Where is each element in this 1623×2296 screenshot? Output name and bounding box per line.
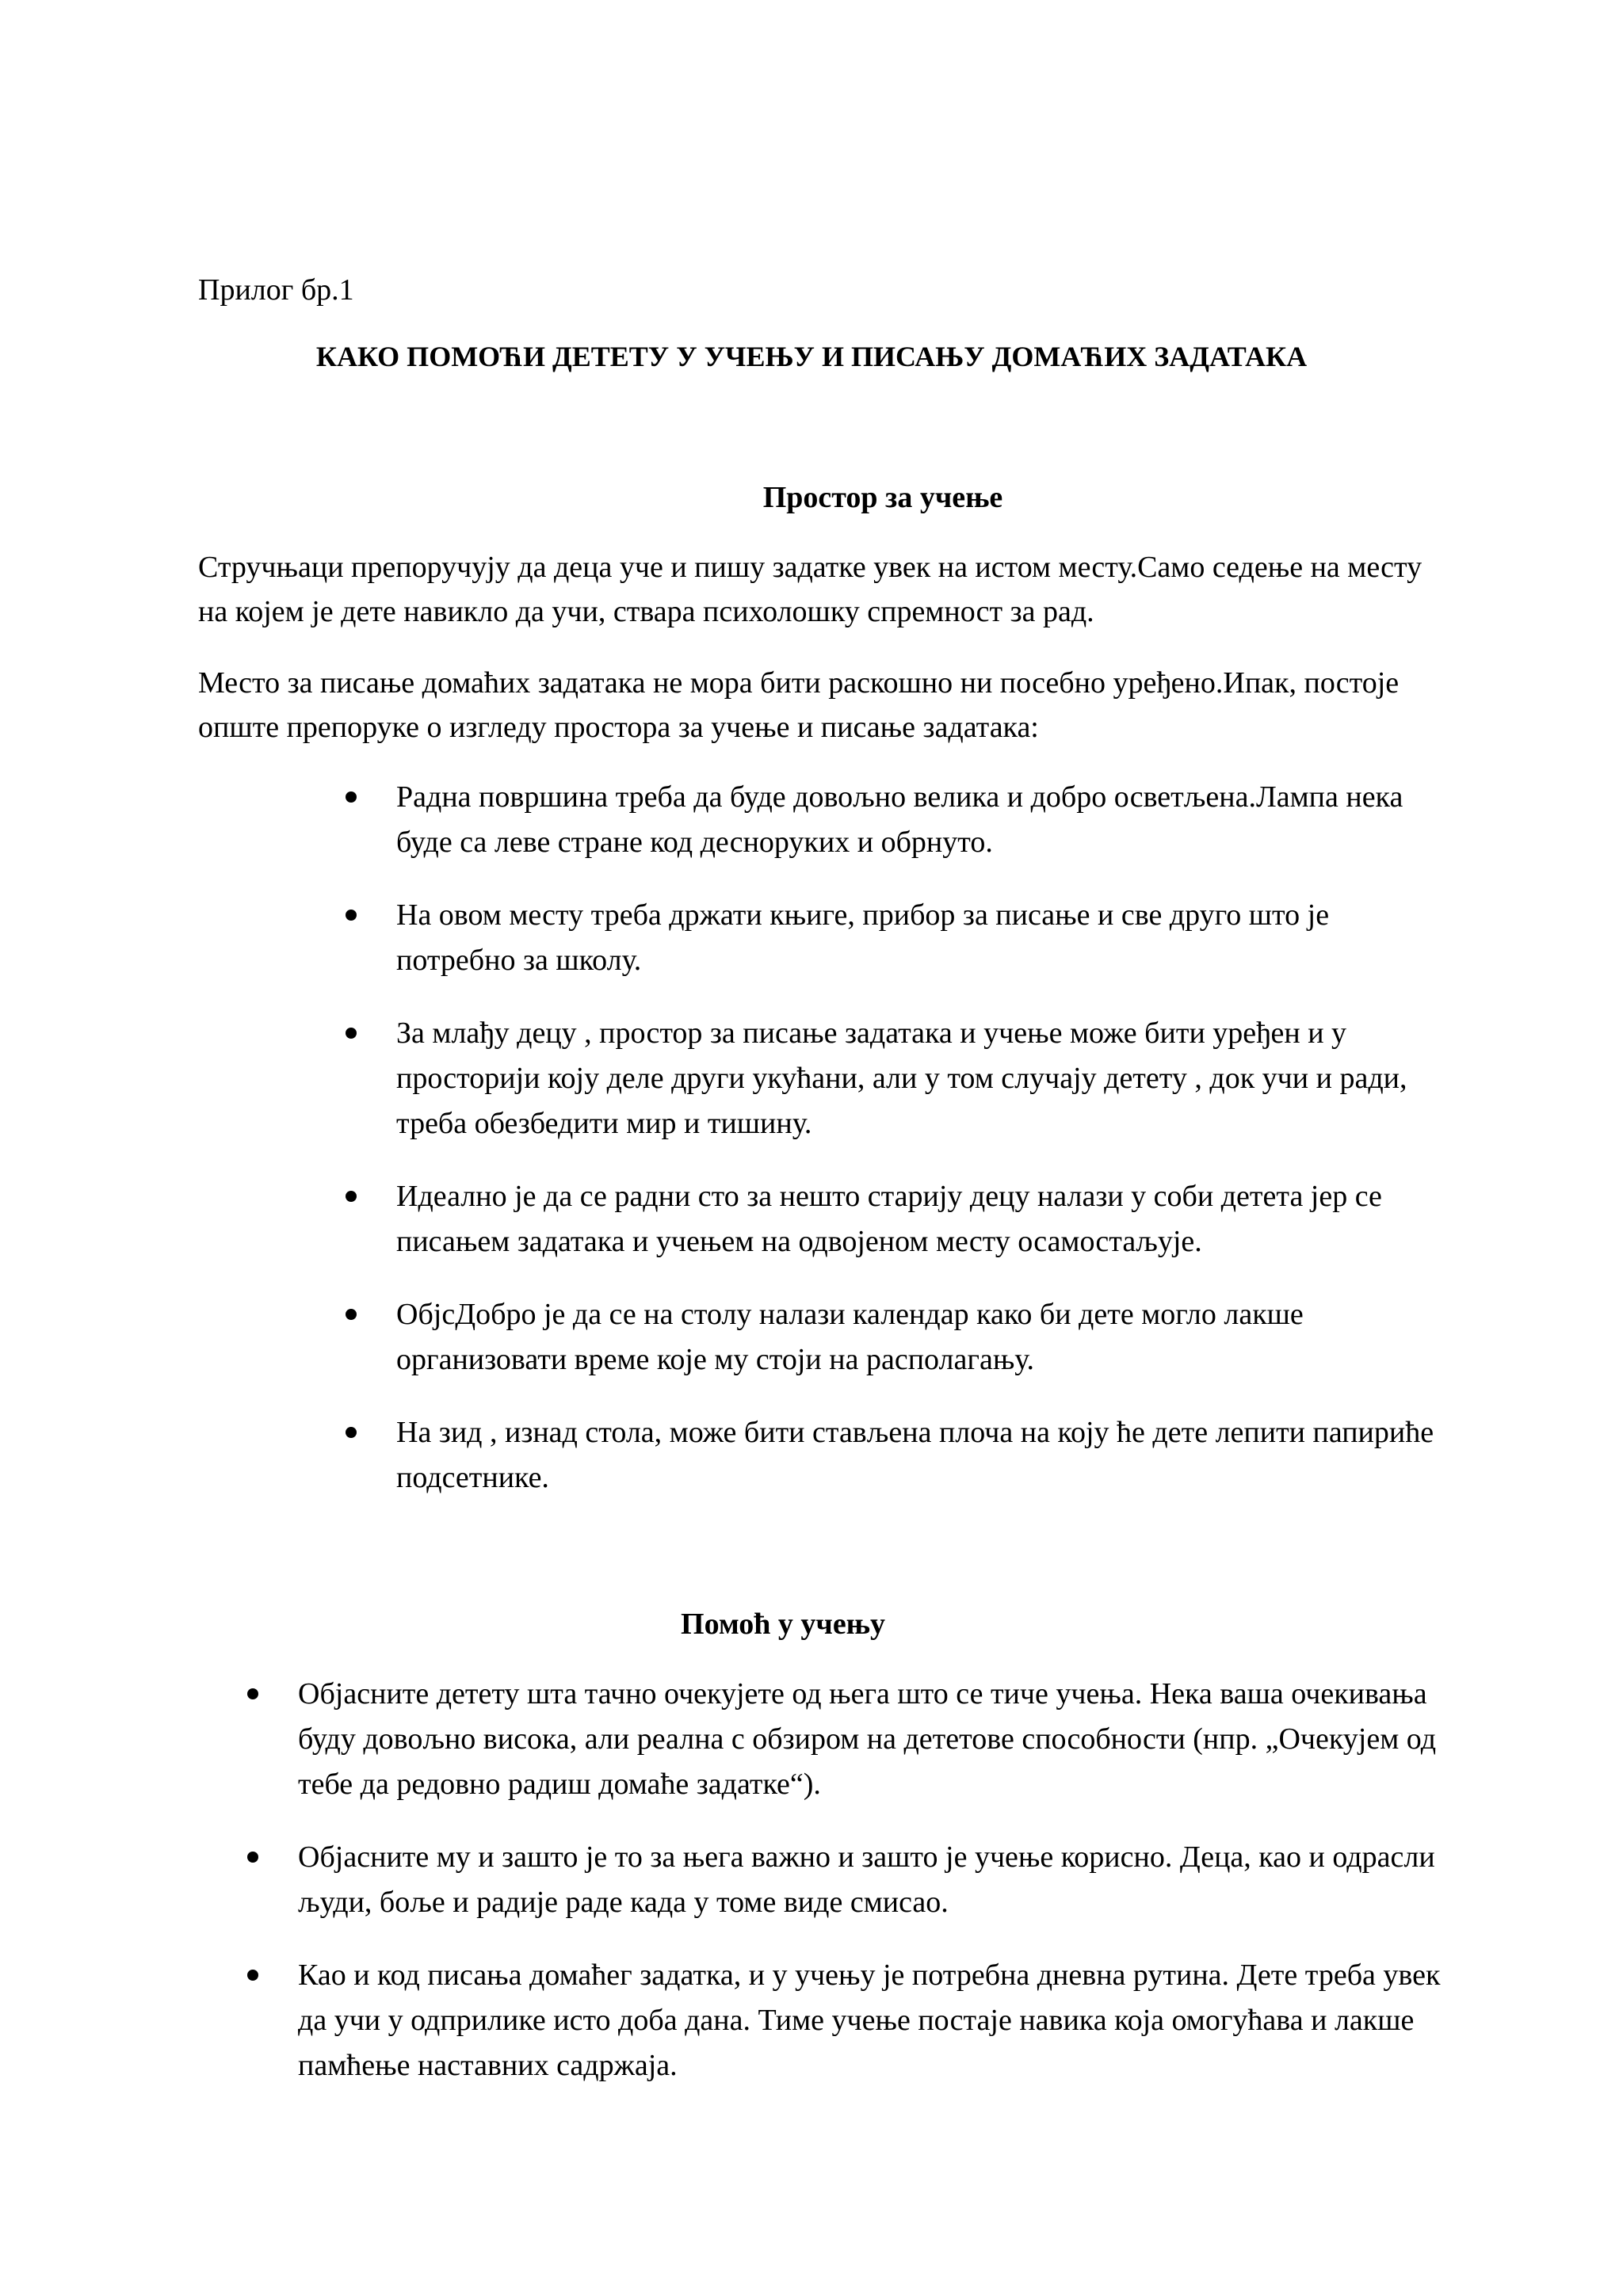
list-item (341, 775, 1450, 865)
section-heading-learning-help: Помоћ у учењу (681, 1608, 885, 1641)
bullet-icon (247, 1688, 258, 1699)
document-title: КАКО ПОМОЋИ ДЕТЕТУ У УЧЕЊУ И ПИСАЊУ ДОМАЋИХ ЗАДАТАКА (315, 341, 1308, 372)
list-item-text: На зид , изнад стола, може бити стављена плоча на коју ће дете лепити папириће подсетнике. (396, 1416, 1434, 1494)
bullet-icon (346, 1191, 357, 1202)
list-item (341, 1011, 1450, 1146)
bullet-icon (346, 1309, 357, 1320)
bullet-icon (247, 1852, 258, 1863)
list-item (242, 1835, 1450, 1925)
paragraph: Стручњаци препоручују да деца уче и пишу задатке увек на истом месту.Само седење на месту на којем је дете навикло да учи, ствара психолошку спремност за рад. (198, 551, 1423, 628)
section-heading-study-space: Простор за учење (762, 481, 1003, 514)
paragraph: Место за писање домаћих задатака не мора бити раскошно ни посебно уређено.Ипак, постоје опште препоруке о изгледу простора за учење и писање задатака: (198, 666, 1400, 744)
list-item (341, 1174, 1450, 1264)
bullet-icon (346, 1028, 357, 1039)
list-item-text: За млађу децу , простор за писање задатака и учење може бити уређен и у просторији коју деле други укућани, али у том случају детету , док учи и ради, треба обезбедити мир и тишину. (396, 1016, 1407, 1140)
bullet-icon (346, 1427, 357, 1438)
list-item-text: Као и код писања домаћег задатка, и у учењу је потребна дневна рутина. Дете треба увек да учи у одприлике исто доба дана. Тиме учење постаје навика која омогућава и лакше памћење наставних садржаја. (298, 1958, 1441, 2082)
list-item (341, 1292, 1450, 1383)
list-item-text: Објасните детету шта тачно очекујете од њега што се тиче учења. Нека ваша очекивања буду довољно висока, али реална с обзиром на дететове способности (нпр. „Очекујем од тебе да редовно радиш домаће задатке“). (298, 1677, 1437, 1801)
list-item-text: Идеално је да се радни сто за нешто старију децу налази у соби детета јер се писањем задатака и учењем на одвојеном месту осамостаљује. (396, 1180, 1382, 1258)
bullet-icon (346, 910, 357, 921)
annex-label: Прилог бр.1 (198, 273, 354, 307)
list-item-text: На овом месту треба држати књиге, прибор за писање и све друго што је потребно за школу. (396, 898, 1330, 977)
list-item (341, 1410, 1450, 1501)
bullet-icon (247, 1970, 258, 1981)
list-item-text: Радна површина треба да буде довољно велика и добро осветљена.Лампа нека буде са леве стране код десноруких и обрнуто. (396, 780, 1403, 859)
list-item (341, 893, 1450, 983)
list-item (242, 1672, 1450, 1807)
bullet-icon (346, 791, 357, 803)
list-item (242, 1953, 1450, 2088)
list-item-text: ОбјсДобро је да се на столу налази календар како би дете могло лакше организовати време које му стоји на располагању. (396, 1298, 1304, 1376)
list-item-text: Објасните му и зашто је то за њега важно и зашто је учење корисно. Деца, као и одрасли људи, боље и радије раде када у томе виде смисао. (298, 1840, 1435, 1919)
study-space-list (341, 775, 1450, 1528)
learning-help-list (242, 1672, 1450, 2116)
